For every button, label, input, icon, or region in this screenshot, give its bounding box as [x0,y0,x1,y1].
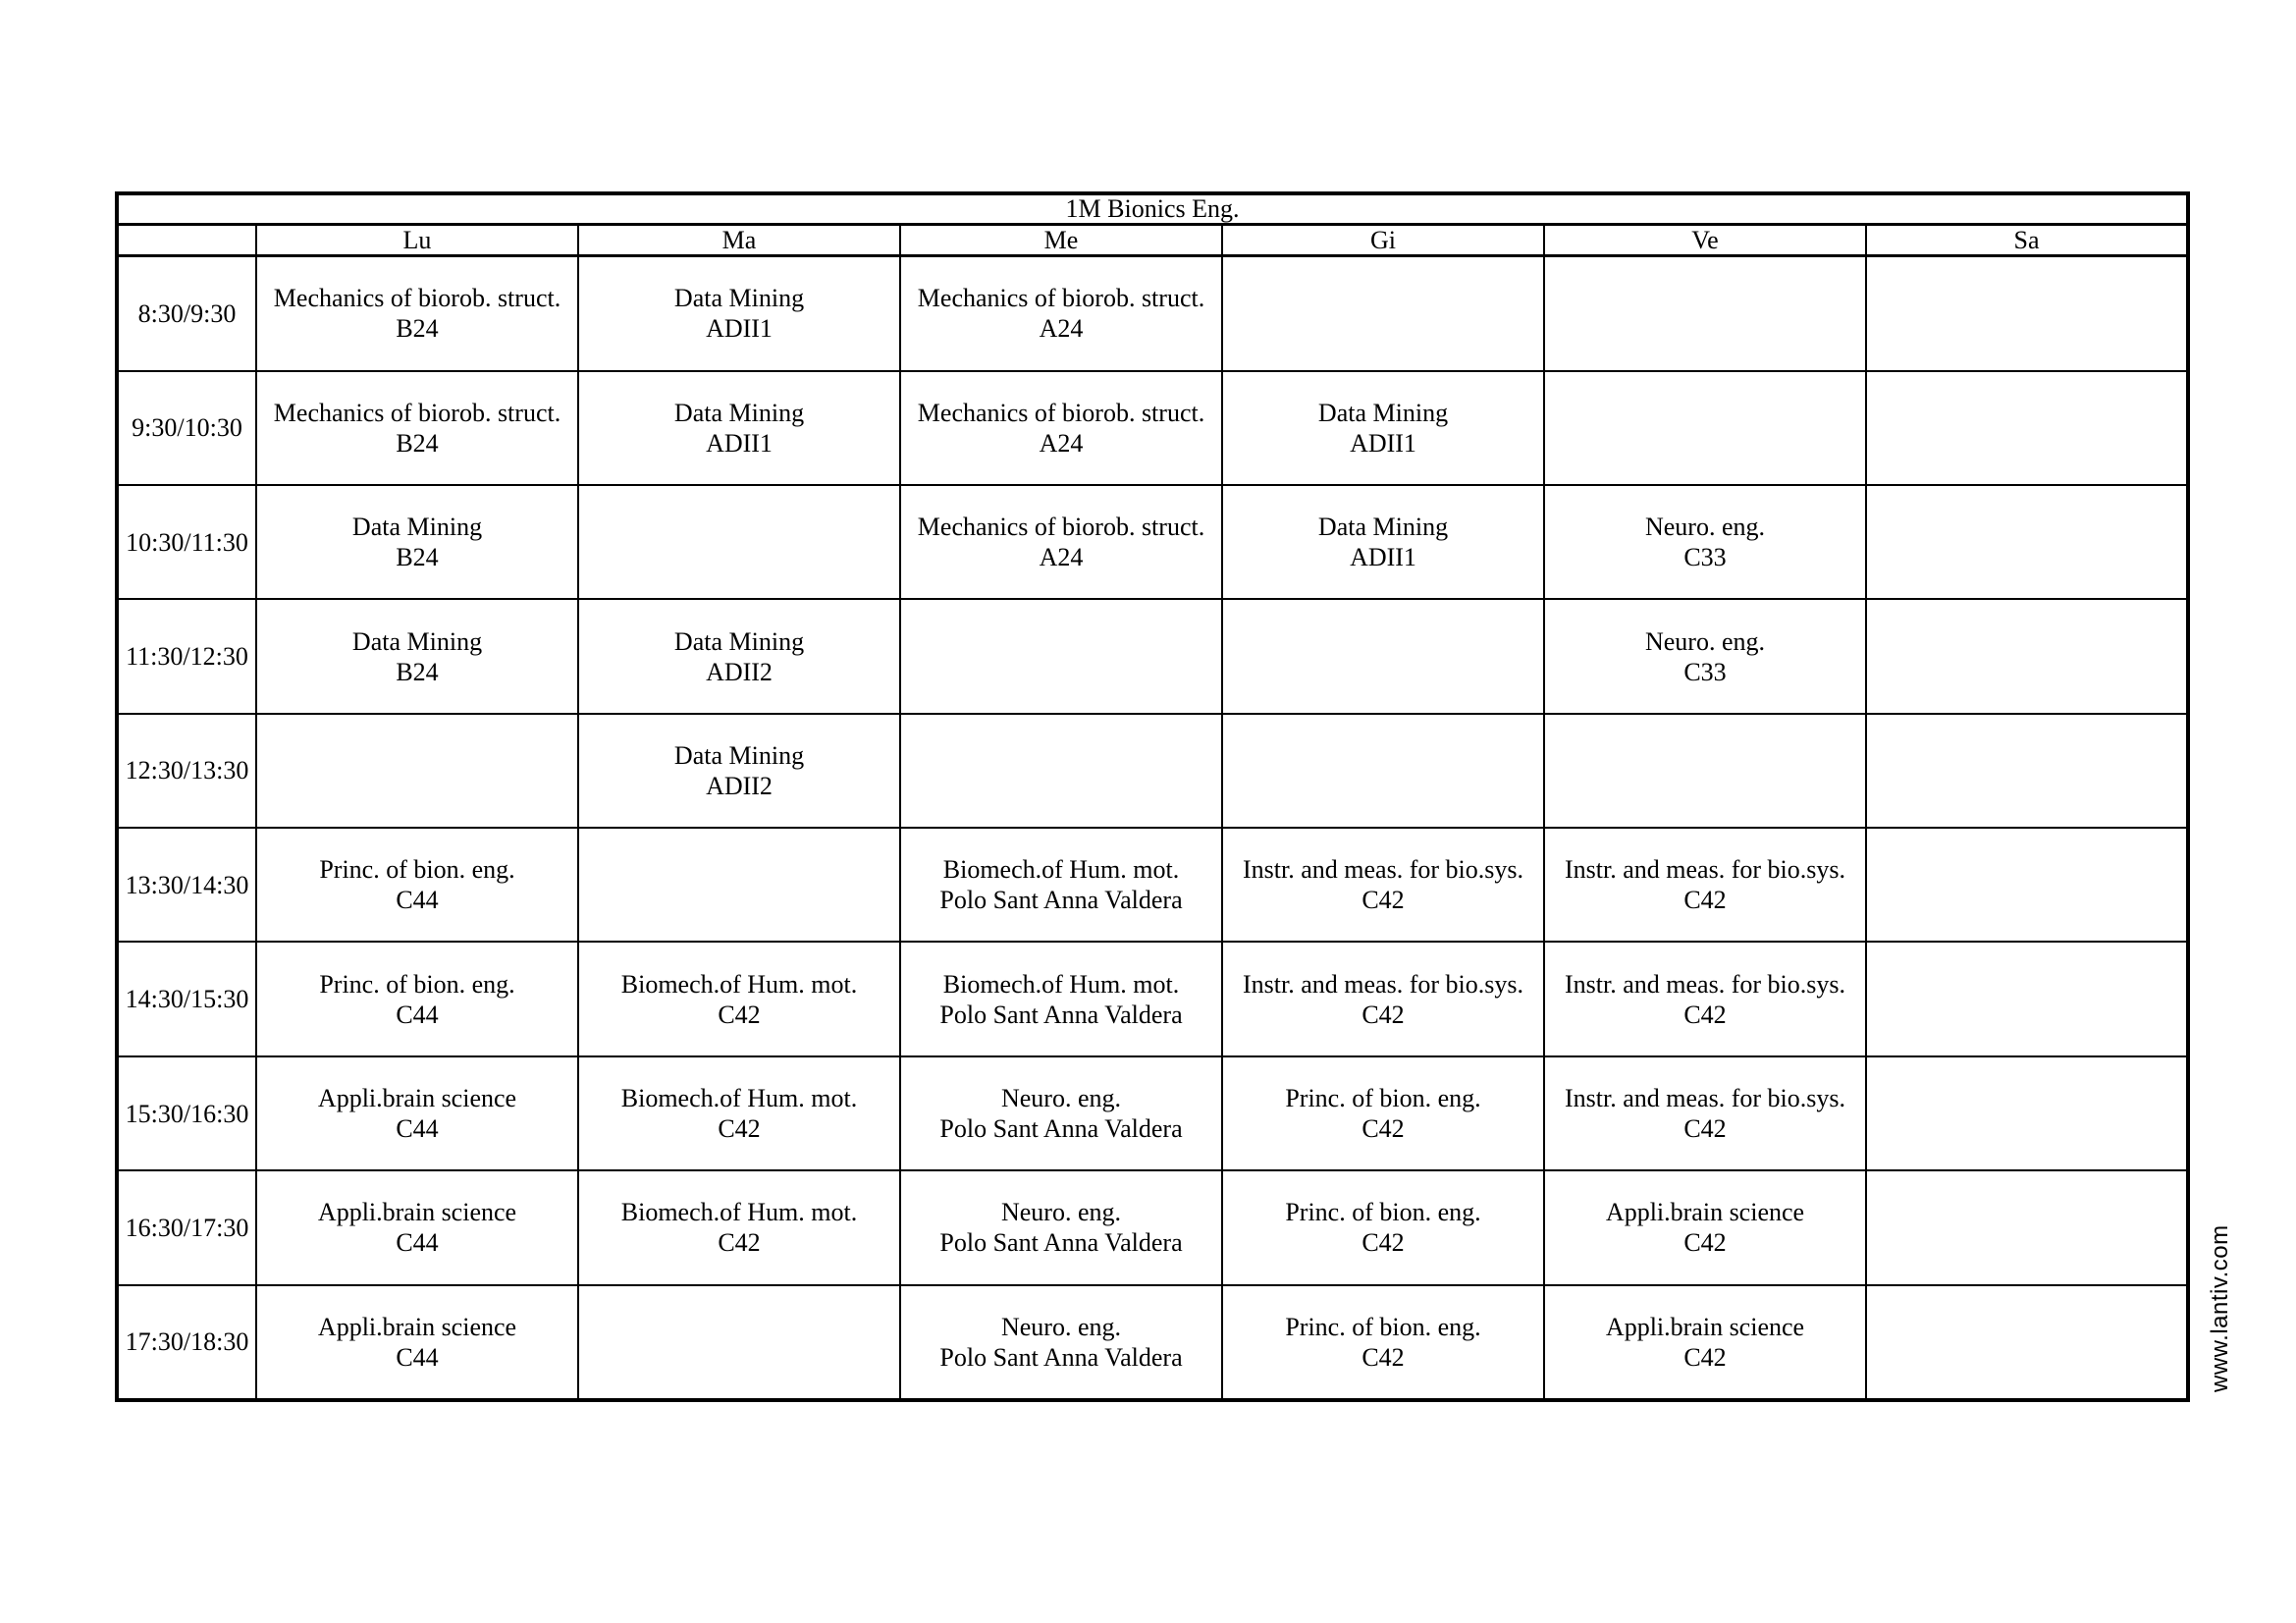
schedule-cell [1544,828,1866,942]
schedule-cell [1866,256,2188,371]
course-name: Data Mining [351,513,483,542]
course-name: Data Mining [673,626,805,656]
course-room: C44 [396,1114,439,1143]
day-header: Sa [1866,225,2188,256]
course-name: Data Mining [673,740,805,770]
course-room: C44 [396,1228,439,1258]
schedule-cell [1222,1056,1544,1170]
course-name: Appli.brain science [1605,1312,1805,1341]
course-room: A24 [1039,428,1084,458]
schedule-cell [900,1285,1222,1400]
schedule-cell [1866,371,2188,485]
day-header: Ve [1544,225,1866,256]
schedule-cell [1544,599,1866,713]
time-slot-row [117,1170,2188,1284]
schedule-cell [1222,1170,1544,1284]
course-room: C44 [396,1342,439,1372]
course-name: Princ. of bion. eng. [1285,1312,1481,1341]
schedule-cell [1222,828,1544,942]
course-name: Biomech.of Hum. mot. [620,1198,858,1227]
time-slot-label: 12:30/13:30 [117,714,256,828]
course-room: C44 [396,886,439,915]
course-room: C42 [1683,1342,1727,1372]
title-row [117,193,2188,225]
course-name: Instr. and meas. for bio.sys. [1565,969,1845,999]
schedule-cell [1866,714,2188,828]
course-room: B24 [396,428,439,458]
schedule-cell [256,599,578,713]
schedule-cell [1222,714,1544,828]
course-name: Neuro. eng. [1644,513,1765,542]
schedule-cell [578,942,900,1055]
course-name: Mechanics of biorob. struct. [273,284,561,313]
schedule-cell [900,256,1222,371]
schedule-cell [1544,1285,1866,1400]
schedule-cell [900,599,1222,713]
day-header: Gi [1222,225,1544,256]
course-room: ADII1 [706,314,773,344]
course-room: C42 [718,1228,761,1258]
course-room: Polo Sant Anna Valdera [939,886,1183,915]
timetable-title: 1M Bionics Eng. [117,193,2188,225]
course-room: C42 [1362,1342,1405,1372]
schedule-cell [1222,256,1544,371]
time-slot-label: 15:30/16:30 [117,1056,256,1170]
course-name: Neuro. eng. [1000,1312,1121,1341]
day-header: Ma [578,225,900,256]
schedule-cell [256,714,578,828]
course-name: Biomech.of Hum. mot. [620,1084,858,1112]
schedule-cell [1544,942,1866,1055]
day-header-row [117,225,2188,256]
course-room: ADII1 [1350,543,1416,572]
course-name: Instr. and meas. for bio.sys. [1565,855,1845,885]
course-name: Biomech.of Hum. mot. [942,969,1180,999]
course-name: Instr. and meas. for bio.sys. [1565,1084,1845,1112]
course-name: Appli.brain science [317,1084,517,1112]
course-room: C42 [1362,1114,1405,1143]
schedule-cell [900,714,1222,828]
schedule-cell [1866,1285,2188,1400]
course-room: Polo Sant Anna Valdera [939,1342,1183,1372]
schedule-cell [1222,599,1544,713]
time-slot-row [117,599,2188,713]
time-slot-label: 8:30/9:30 [117,256,256,371]
schedule-cell [578,371,900,485]
schedule-cell [1544,1056,1866,1170]
schedule-cell [1544,714,1866,828]
course-name: Appli.brain science [1605,1198,1805,1227]
course-room: C42 [1362,1000,1405,1029]
schedule-cell [900,942,1222,1055]
course-room: A24 [1039,543,1084,572]
course-room: C42 [1362,1228,1405,1258]
schedule-cell [1866,828,2188,942]
course-room: C42 [718,1114,761,1143]
schedule-cell [578,485,900,599]
schedule-cell [1544,1170,1866,1284]
course-name: Neuro. eng. [1644,626,1765,656]
time-slot-row [117,714,2188,828]
course-name: Neuro. eng. [1000,1198,1121,1227]
course-name: Princ. of bion. eng. [319,855,515,885]
course-room: ADII1 [706,428,773,458]
course-room: C42 [718,1000,761,1029]
time-slot-row [117,371,2188,485]
course-name: Data Mining [673,284,805,313]
course-room: C33 [1683,543,1727,572]
course-room: B24 [396,314,439,344]
schedule-cell [578,1056,900,1170]
schedule-cell [578,256,900,371]
time-slot-row [117,942,2188,1055]
course-room: C42 [1683,1228,1727,1258]
course-room: B24 [396,543,439,572]
schedule-cell [256,1170,578,1284]
schedule-cell [578,1170,900,1284]
time-slot-label: 9:30/10:30 [117,371,256,485]
time-slot-row [117,1285,2188,1400]
schedule-cell [1866,1170,2188,1284]
day-header: Lu [256,225,578,256]
course-name: Appli.brain science [317,1198,517,1227]
course-room: ADII2 [706,657,773,686]
schedule-cell [1222,485,1544,599]
schedule-cell [900,485,1222,599]
course-name: Biomech.of Hum. mot. [620,969,858,999]
course-name: Appli.brain science [317,1312,517,1341]
schedule-cell [1544,371,1866,485]
course-room: B24 [396,657,439,686]
time-slot-label: 16:30/17:30 [117,1170,256,1284]
course-name: Data Mining [1317,513,1449,542]
schedule-cell [1222,371,1544,485]
course-room: A24 [1039,314,1084,344]
course-name: Data Mining [1317,398,1449,427]
schedule-cell [256,1285,578,1400]
schedule-cell [256,1056,578,1170]
course-room: Polo Sant Anna Valdera [939,1114,1183,1143]
schedule-cell [578,1285,900,1400]
schedule-cell [578,714,900,828]
course-room: ADII2 [706,771,773,800]
course-room: C42 [1683,1000,1727,1029]
course-name: Princ. of bion. eng. [1285,1084,1481,1112]
course-name: Mechanics of biorob. struct. [917,284,1205,313]
schedule-cell [256,942,578,1055]
time-slot-label: 10:30/11:30 [117,485,256,599]
schedule-cell [900,1056,1222,1170]
corner-cell [117,225,256,256]
schedule-cell [256,828,578,942]
schedule-cell [900,828,1222,942]
schedule-cell [1866,485,2188,599]
time-slot-row [117,1056,2188,1170]
time-slot-label: 14:30/15:30 [117,942,256,1055]
timetable [115,191,2190,1402]
course-name: Biomech.of Hum. mot. [942,855,1180,885]
course-room: Polo Sant Anna Valdera [939,1228,1183,1258]
schedule-cell [256,485,578,599]
schedule-cell [1222,942,1544,1055]
schedule-cell [256,256,578,371]
schedule-cell [900,1170,1222,1284]
time-slot-label: 17:30/18:30 [117,1285,256,1400]
time-slot-row [117,256,2188,371]
course-room: C42 [1683,1114,1727,1143]
schedule-cell [578,828,900,942]
course-name: Instr. and meas. for bio.sys. [1243,969,1523,999]
course-room: C44 [396,1000,439,1029]
schedule-cell [1866,1056,2188,1170]
course-room: C42 [1683,886,1727,915]
course-name: Princ. of bion. eng. [1285,1198,1481,1227]
course-room: C42 [1362,886,1405,915]
course-room: C33 [1683,657,1727,686]
schedule-cell [1544,256,1866,371]
course-name: Neuro. eng. [1000,1084,1121,1112]
schedule-cell [1866,599,2188,713]
time-slot-row [117,828,2188,942]
watermark: www.lantiv.com [2207,1224,2233,1392]
day-header: Me [900,225,1222,256]
course-name: Instr. and meas. for bio.sys. [1243,855,1523,885]
time-slot-row [117,485,2188,599]
course-name: Data Mining [351,626,483,656]
schedule-cell [1222,1285,1544,1400]
schedule-cell [578,599,900,713]
schedule-cell [1866,942,2188,1055]
schedule-cell [256,371,578,485]
course-name: Mechanics of biorob. struct. [917,398,1205,427]
time-slot-label: 13:30/14:30 [117,828,256,942]
course-name: Mechanics of biorob. struct. [273,398,561,427]
course-room: ADII1 [1350,428,1416,458]
course-name: Princ. of bion. eng. [319,969,515,999]
schedule-cell [900,371,1222,485]
schedule-cell [1544,485,1866,599]
course-name: Data Mining [673,398,805,427]
course-name: Mechanics of biorob. struct. [917,513,1205,542]
time-slot-label: 11:30/12:30 [117,599,256,713]
course-room: Polo Sant Anna Valdera [939,1000,1183,1029]
